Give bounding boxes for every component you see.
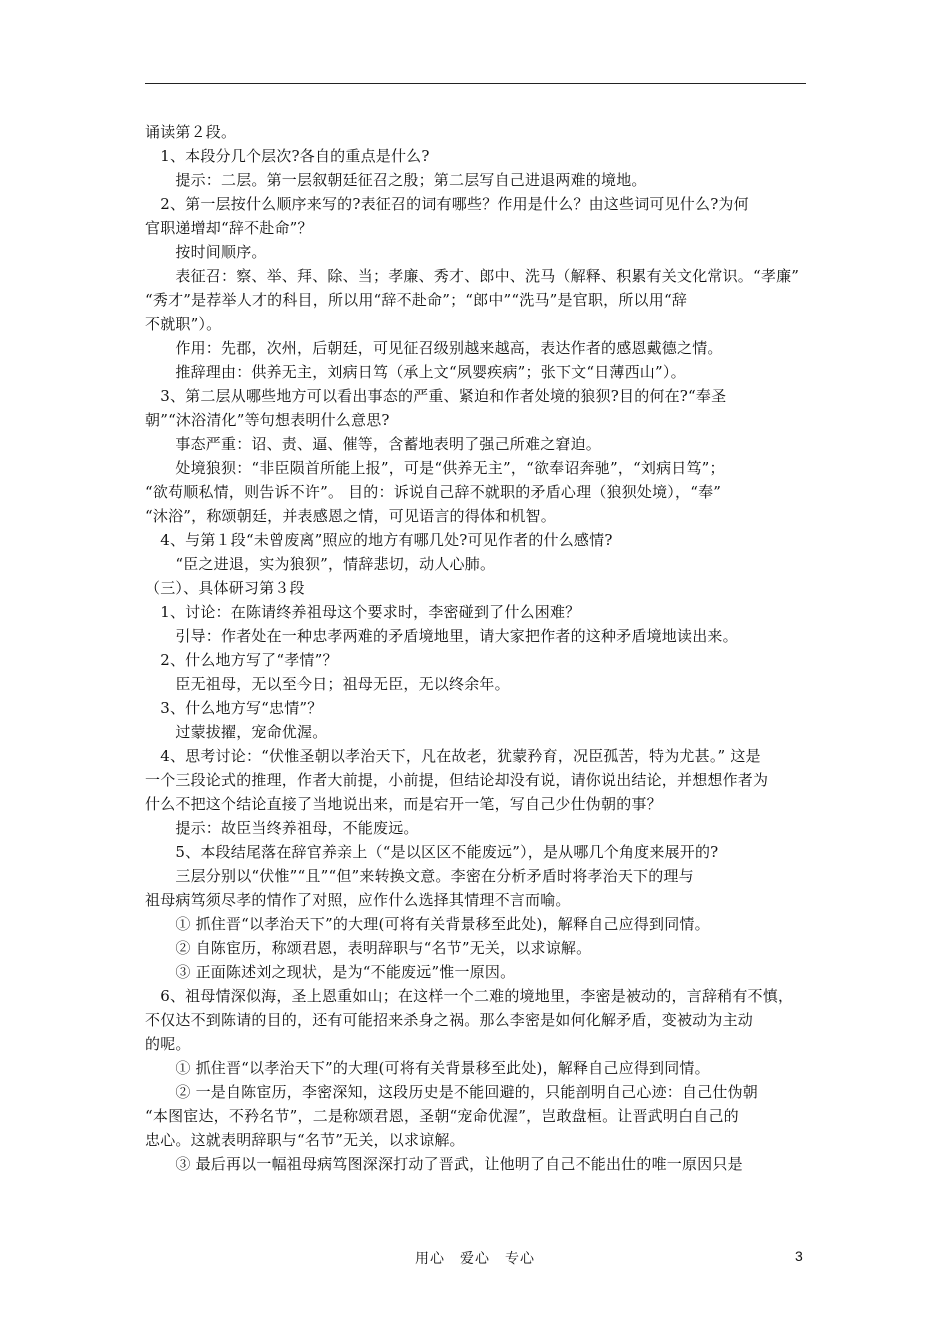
text-line: 朝”“沐浴清化”等句想表明什么意思?	[145, 411, 390, 429]
text-line: 提示：故臣当终养祖母，不能废远。	[145, 819, 419, 837]
section-heading: （三）、具体研习第３段	[145, 579, 305, 597]
text-line: ① 抓住晋“以孝治天下”的大理(可将有关背景移至此处)，解释自己应得到同情。	[145, 1059, 710, 1077]
text-line: 不仅达不到陈请的目的，还有可能招来杀身之祸。那么李密是如何化解矛盾，变被动为主动	[145, 1011, 754, 1029]
text-line: 一个三段论式的推理，作者大前提，小前提，但结论却没有说，请你说出结论，并想想作者为	[145, 771, 769, 789]
text-line: “本图宦达，不矜名节”，二是称颂君恩，圣朝“宠命优渥”，岂敢盘桓。让晋武明白自己的	[145, 1107, 739, 1125]
text-line: ② 自陈宦历，称颂君恩，表明辞职与“名节”无关，以求谅解。	[145, 939, 592, 957]
text-line: 作用：先郡，次州，后朝廷，可见征召级别越来越高，表达作者的感恩戴德之情。	[145, 339, 723, 357]
text-line: 不就职”）。	[145, 315, 222, 333]
text-line: ② 一是自陈宦历，李密深知，这段历史是不能回避的，只能剖明自己心迹：自己仕伪朝	[145, 1083, 758, 1101]
text-line: 4、与第１段“未曾废离”照应的地方有哪几处?可见作者的什么感情?	[145, 531, 613, 549]
text-line: 引导：作者处在一种忠孝两难的矛盾境地里，请大家把作者的这种矛盾境地读出来。	[145, 627, 738, 645]
text-line: “秀才”是荐举人才的科目，所以用“辞不赴命”；“郎中”“洗马”是官职，所以用“辞	[145, 291, 688, 309]
text-line: ③ 最后再以一幅祖母病笃图深深打动了晋武，让他明了自己不能出仕的唯一原因只是	[145, 1155, 743, 1173]
text-line: “臣之进退，实为狼狈”，情辞悲切，动人心肺。	[145, 555, 496, 573]
text-line: 1、本段分几个层次?各自的重点是什么?	[145, 147, 430, 165]
text-line: 忠心。这就表明辞职与“名节”无关，以求谅解。	[145, 1131, 465, 1149]
text-line: ① 抓住晋“以孝治天下”的大理(可将有关背景移至此处)，解释自己应得到同情。	[145, 915, 710, 933]
text-line: 1、讨论：在陈请终养祖母这个要求时，李密碰到了什么困难？	[145, 603, 581, 621]
text-line: 4、思考讨论：“伏惟圣朝以孝治天下，凡在故老，犹蒙矜育，况臣孤苦，特为尤甚。” 这是	[145, 747, 761, 765]
text-line: 三层分别以“伏惟”“且”“但”来转换文意。李密在分析矛盾时将孝治天下的理与	[145, 867, 694, 885]
text-line: 2、什么地方写了“孝情”？	[145, 651, 338, 669]
text-line: 处境狼狈：“非臣陨首所能上报”，可是“供养无主”，“欲奉诏奔驰”，“刘病日笃”；	[145, 459, 725, 477]
text-line: 推辞理由：供养无主，刘病日笃（承上文“夙婴疾病”；张下文“日薄西山”）。	[145, 363, 686, 381]
footer-motto: 用心 爱心 专心	[415, 1251, 535, 1267]
text-line: 提示：二层。第一层叙朝廷征召之殷；第二层写自己进退两难的境地。	[145, 171, 647, 189]
text-line: 按时间顺序。	[145, 243, 267, 261]
text-line: 3、第二层从哪些地方可以看出事态的严重、紧迫和作者处境的狼狈?目的何在?“奉圣	[145, 387, 727, 405]
text-line: 诵读第２段。	[145, 123, 237, 141]
text-line: 过蒙拔擢，宠命优渥。	[145, 723, 328, 741]
text-line: 3、什么地方写“忠情”？	[145, 699, 323, 717]
text-line: 5、本段结尾落在辞官养亲上（“是以区区不能废远”），是从哪几个角度来展开的?	[145, 843, 719, 861]
header-rule	[145, 83, 806, 84]
text-line: 臣无祖母，无以至今日；祖母无臣，无以终余年。	[145, 675, 510, 693]
text-line: “欲苟顺私情，则告诉不许”。 目的：诉说自己辞不就职的矛盾心理（狼狈处境），“奉”	[145, 483, 722, 501]
text-line: 官职递增却“辞不赴命”？	[145, 219, 313, 237]
text-line: “沐浴”，称颂朝廷，并表感恩之情，可见语言的得体和机智。	[145, 507, 556, 525]
text-line: 2、第一层按什么顺序来写的?表征召的词有哪些？作用是什么？由这些词可见什么?为何	[145, 195, 749, 213]
text-line: 表征召：察、举、拜、除、当；孝廉、秀才、郎中、洗马（解释、积累有关文化常识。“孝廉”	[145, 267, 800, 285]
text-line: 的呢。	[145, 1035, 191, 1053]
text-line: ③ 正面陈述刘之现状，是为“不能废远”惟一原因。	[145, 963, 516, 981]
text-line: 祖母病笃须尽孝的情作了对照，应作什么选择其情理不言而喻。	[145, 891, 571, 909]
text-line: 什么不把这个结论直接了当地说出来，而是宕开一笔，写自己少仕伪朝的事？	[145, 795, 662, 813]
text-line: 事态严重：诏、责、逼、催等，含蓄地表明了强己所难之窘迫。	[145, 435, 602, 453]
text-line: 6、祖母情深似海，圣上恩重如山；在这样一个二难的境地里，李密是被动的，言辞稍有不慎，	[145, 987, 794, 1005]
page-number: 3	[795, 1248, 803, 1264]
